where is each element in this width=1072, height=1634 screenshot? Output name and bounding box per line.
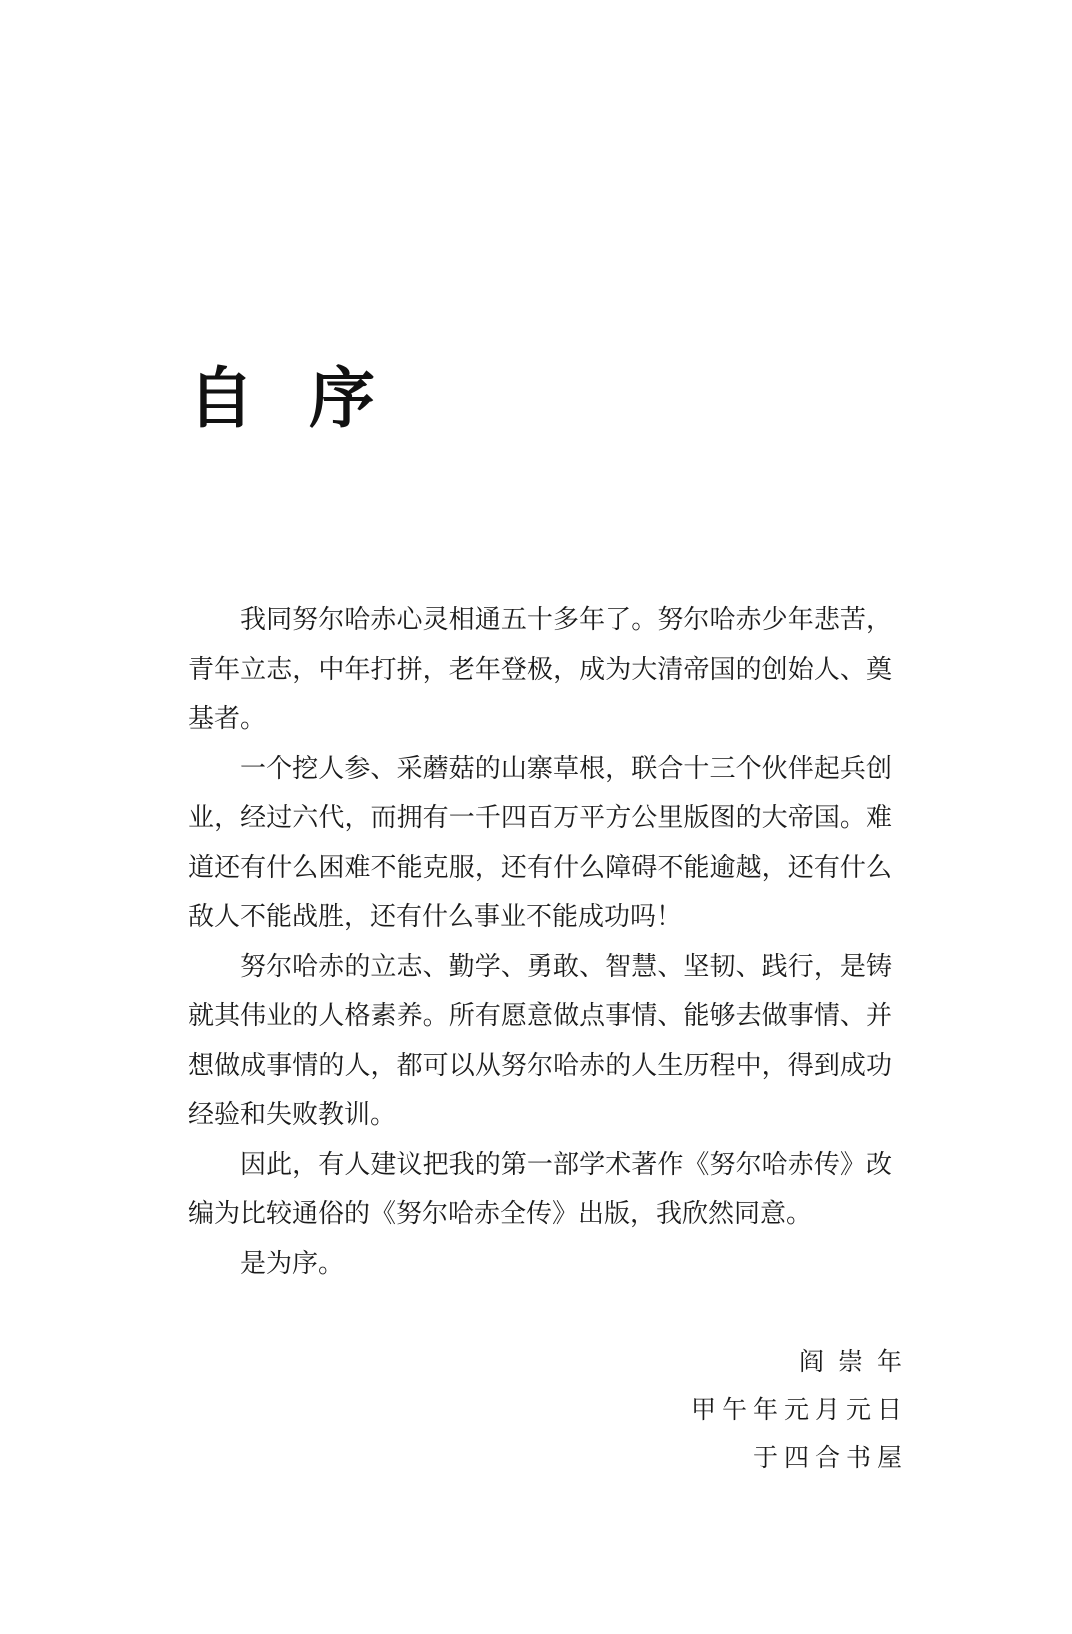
signature-date: 甲午年元月元日 bbox=[690, 1395, 908, 1424]
signature-place: 于四合书屋 bbox=[752, 1443, 908, 1472]
author-name: 阎崇年 bbox=[798, 1347, 916, 1376]
preface-body bbox=[188, 596, 892, 1289]
paragraph: 努尔哈赤的立志、勤学、勇敢、智慧、坚韧、践行，是铸就其伟业的人格素养。所有愿意做点事情、能够去做事情、并想做成事情的人，都可以从努尔哈赤的人生历程中，得到成功经验和失败教训。 bbox=[188, 951, 892, 1130]
paragraph: 因此，有人建议把我的第一部学术著作《努尔哈赤传》改编为比较通俗的《努尔哈赤全传》出版，我欣然同意。 bbox=[188, 1149, 892, 1229]
paragraph: 一个挖人参、采蘑菇的山寨草根，联合十三个伙伴起兵创业，经过六代，而拥有一千四百万平方公里版图的大帝国。难道还有什么困难不能克服，还有什么障碍不能逾越，还有什么敌人不能战胜，还有什么事业不能成功吗！ bbox=[188, 753, 892, 932]
paragraph: 是为序。 bbox=[240, 1248, 345, 1279]
page-title: 自 序 bbox=[188, 359, 391, 437]
signature-block bbox=[602, 1338, 916, 1482]
paragraph: 我同努尔哈赤心灵相通五十多年了。努尔哈赤少年悲苦，青年立志，中年打拼，老年登极，成为大清帝国的创始人、奠基者。 bbox=[188, 605, 892, 734]
